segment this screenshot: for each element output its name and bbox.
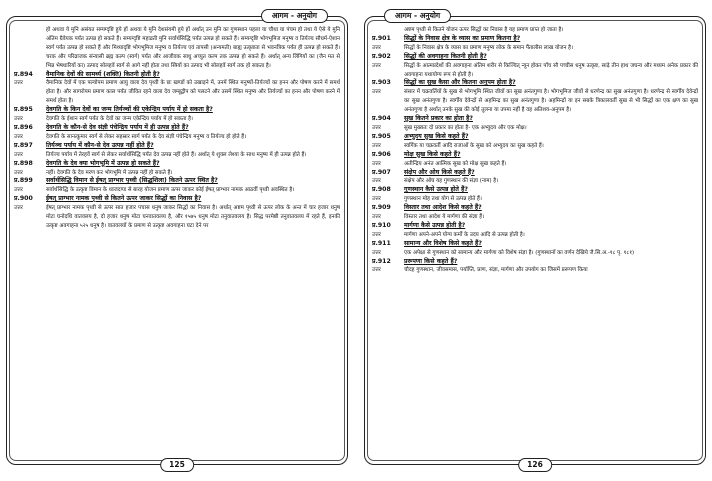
question-row	[372, 115, 698, 124]
answer-text: एक अपेक्षा से गुणस्थान को सामान्य और मार्गणा को विशेष संज्ञा है। (गुणस्थानों का वर्णन देखिये जै.सि.अ.-१८ पृ. १८१)	[404, 249, 635, 256]
answer-row	[14, 115, 340, 124]
answer-row	[372, 231, 698, 240]
answer-label: उत्तर	[14, 133, 23, 140]
page-number: 126	[518, 458, 552, 472]
answer-label: उत्तर	[372, 89, 381, 96]
question-text: ईषत् प्राग्भार नामक पृथ्वी से कितने ऊपर जाकर सिद्धों का निवास है?	[46, 195, 202, 203]
question-text: सर्वार्थसिद्धि विमान से ईषत् प्राग्भार पृथ्वी (सिद्धशिला) कितने ऊपर स्थित है?	[46, 177, 218, 185]
question-text: सिद्धों के निवास क्षेत्र के व्यास का प्रमाण कितना है?	[404, 34, 521, 42]
answer-label: उत्तर	[14, 205, 23, 212]
question-row	[14, 160, 340, 169]
question-number: प्र.901	[372, 34, 391, 42]
answer-text: स्वर्गिक या चक्रवर्ती आदि राजाओं के सुख को अभ्युदय का सुख कहते हैं।	[404, 142, 544, 149]
answer-row	[372, 177, 698, 186]
answer-row	[372, 62, 698, 80]
answer-label: उत्तर	[372, 62, 381, 69]
answer-row	[14, 151, 340, 160]
answer-text: देवगति के सानत्कुमार स्वर्ग से लेकर सहस्रार स्वर्ग पर्यंत के देव संज्ञी पंचेन्द्रिय मनुष्य व तिर्यञ्च हो होते हैं।	[46, 133, 247, 140]
question-text: देवगति के कौन-से देव संज्ञी पंचेन्द्रिय पर्याय में ही उत्पन्न होते हैं?	[46, 123, 189, 131]
question-text: तिर्यञ्च पर्याय में कौन-से देव उत्पन्न नहीं होते हैं?	[46, 141, 154, 149]
question-number: प्र.902	[372, 52, 391, 60]
intro-text: अष्टम पृथ्वी से कितने योजन ऊपर सिद्धों का निवास है यह प्रमाण प्राप्त हो जाता है।	[404, 27, 564, 33]
header-tag: आगम - अनुयोग	[261, 9, 328, 23]
question-row	[372, 53, 698, 62]
answer-label: उत्तर	[14, 116, 23, 123]
question-text: विस्तार तथा आदेश किसे कहते हैं?	[404, 204, 482, 212]
question-number: प्र.904	[372, 115, 391, 123]
question-text: सिद्धों की अवगाहना कितनी होती है?	[404, 52, 487, 60]
question-text: सिद्धों का सुख कैसा और कितना अनुपम होता है?	[404, 79, 516, 87]
question-row	[372, 240, 698, 249]
answer-label: उत्तर	[372, 142, 381, 149]
question-number: प्र.906	[372, 150, 391, 158]
answer-row	[372, 124, 698, 133]
answer-label: उत्तर	[372, 249, 381, 256]
question-row	[372, 35, 698, 44]
answer-row	[372, 249, 698, 258]
answer-row	[372, 88, 698, 115]
answer-label: उत्तर	[372, 267, 381, 274]
answer-text: चौदह गुणस्थान, जीवसमास, पर्याप्ति, प्राण, संज्ञा, मार्गणा और उपयोग का जिसमें प्ररूपण किया	[404, 267, 588, 274]
question-row	[14, 106, 340, 115]
question-text: संक्षेप और ओघ किसे कहते हैं?	[404, 168, 475, 176]
question-number: प्र.895	[14, 106, 33, 114]
answer-label: उत्तर	[372, 196, 381, 203]
question-text: वैमानिक देवों की सामर्थ्य (शक्ति) कितनी होती है?	[46, 70, 160, 78]
question-text: मार्गणा कैसे उत्पन्न होती है?	[404, 221, 466, 229]
question-row	[372, 151, 698, 160]
question-text: देवगति के किन देवों का जन्म तिर्यञ्चों की एकेन्द्रिय पर्याय में हो सकता है?	[46, 106, 213, 114]
question-text: अभ्युदय सुख किसे कहते हैं?	[404, 132, 469, 140]
answer-text: सुख मुख्यतः दो प्रकार का होता है- एक अभ्युदय और एक मोक्ष।	[404, 124, 527, 131]
answer-label: उत्तर	[14, 151, 23, 158]
question-number: प्र.907	[372, 168, 391, 176]
question-row	[14, 124, 340, 133]
question-text: देवगति के देव क्या भोगभूमि में उत्पन्न हो सकते हैं?	[46, 159, 160, 167]
answer-label: उत्तर	[14, 169, 23, 176]
answer-text: संक्षेप और ओघ यह गुणस्थान की संज्ञा (नाम) है।	[404, 178, 499, 185]
left-page	[4, 8, 350, 473]
answer-label: उत्तर	[372, 178, 381, 185]
answer-text: अतीन्द्रिय अनंत आत्मिक सुख को मोक्ष सुख कहते हैं।	[404, 160, 507, 167]
question-number: प्र.898	[14, 159, 33, 167]
page-number: 125	[160, 458, 194, 472]
question-row	[372, 133, 698, 142]
intro-text: हो अथवा ये मुनि असंयत सम्यग्दृष्टि हुये हों अथवा ये मुनि देशसंयमी हुये हों अर्थात् उन मुनि का गुणस्थान पहला या चौथा या पंचम हो तथा ये ऐसे ये मुनि अंतिम ग्रैवेयक पर्यंत उत्पन्न हो सकते हैं। सम्यग्दृष्टि महाव्रती मुनि सर्वार्थसिद्धि पर्यंत उत्पन्न हो सकते हैं। सम्यग्दृष्टि भोगभूमिज मनुष्य व तिर्यञ्च सौधर्म-ऐशान स्वर्ग पर्यंत उत्पन्न हो सकते हैं और मिथ्यादृष्टि भोगभूमिज मनुष्य व तिर्यञ्च एवं तापसी (अन्यमती) बाह्य उत्कृष्टता से भवनत्रिक पर्यंत ही उत्पन्न हो सकते हैं। चरक और परिव्राजक संन्यासी ब्रह्म कल्प (स्वर्ग) पर्यंत और आजीवक साधु अच्युत कल्प तक उत्पन्न हो सकते हैं। अर्थात् अन्य लिंगियों का (जैन मत से भिन्न भेषधारियों का) उत्पाद सोलहवें स्वर्ग से आगे नहीं होता तथा स्त्रियों का उत्पाद भी सोलहवें स्वर्ग तक हो सकता है।	[46, 27, 340, 69]
question-number: प्र.894	[14, 70, 33, 78]
answer-text: मार्गणा अपने-अपने योग्य कर्मों के उदय आदि से उत्पन्न होती है।	[404, 231, 525, 238]
answer-label: उत्तर	[372, 231, 381, 238]
question-number: प्र.908	[372, 186, 391, 194]
answer-row	[372, 142, 698, 151]
answer-row	[372, 160, 698, 169]
intro-paragraph	[14, 26, 340, 71]
answer-row	[372, 44, 698, 53]
right-page	[362, 8, 708, 473]
right-page-content	[372, 26, 698, 455]
answer-text: गुणस्थान मोह तथा योग से उत्पन्न होते हैं।	[404, 196, 482, 203]
qa-list	[14, 71, 340, 231]
answer-label: उत्तर	[372, 44, 381, 51]
answer-label: उत्तर	[14, 187, 23, 194]
intro-paragraph	[372, 26, 698, 35]
question-row	[14, 195, 340, 204]
answer-text: वैमानिक देवों में एक पल्योपम प्रमाण आयु वाला देव पृथ्वी के छः खण्डों को उखाड़ने में, उनमें स्थित मनुष्यों-तिर्यञ्चों का हनन और पोषण करने में समर्थ होता है। और सागरोपम प्रमाण काल पर्यंत जीवित रहने वाला देव जम्बूद्वीप को पलटने और उसमें स्थित मनुष्य और तिर्यञ्चों का हनन और पोषण करने में समर्थ होता है।	[46, 80, 340, 105]
question-text: प्ररूपणा किसे कहते हैं?	[404, 257, 458, 265]
question-row	[372, 169, 698, 178]
question-row	[14, 71, 340, 80]
question-number: प्र.903	[372, 79, 391, 87]
answer-text: ईषत् प्राग्भार नामक पृथ्वी से ऊपर सात हजार पचास धनुष जाकर सिद्धों का निवास है। अर्थात् अष्टम पृथ्वी से ऊपर लोक के अन्त में चार हजार धनुष मोटा घनोदधि वातवलय है, दो हजार धनुष मोटा घनवातवलय है, और १५७५ धनुष मोटा तनुवातवलय है। सिद्ध परमेष्ठी तनुवातवलय में रहते हैं, इनकी उत्कृष्ट अवगाहना ५२५ धनुष है। वातवलयों के प्रमाण से उत्कृष्ट अवगाहना घटा देने पर	[46, 205, 340, 229]
question-row	[372, 222, 698, 231]
answer-label: उत्तर	[372, 124, 381, 131]
question-number: प्र.905	[372, 132, 391, 140]
answer-text: सर्वार्थसिद्धि के उत्कृष्ट विमान के ध्वजदण्ड से बारह योजन प्रमाण ऊपर जाकर कोई ईषत् प्राग्भार नामक आठवीं पृथ्वी अवस्थित है।	[46, 187, 295, 194]
question-row	[372, 79, 698, 88]
answer-row	[372, 195, 698, 204]
answer-row	[14, 79, 340, 106]
answer-label: उत्तर	[14, 80, 23, 87]
question-number: प्र.911	[372, 239, 391, 247]
question-row	[372, 204, 698, 213]
question-row	[372, 186, 698, 195]
header-tag: आगम - अनुयोग	[384, 9, 451, 23]
answer-label: उत्तर	[372, 160, 381, 167]
qa-list	[372, 35, 698, 275]
question-row	[14, 177, 340, 186]
answer-text: नहीं। देवगति के देव मरण कर भोगभूमि में उत्पन्न नहीं हो सकते हैं।	[46, 169, 173, 176]
answer-text: सिद्धों के निवास क्षेत्र के व्यास का प्रमाण मनुष्य लोक के समान पैंतालीस लाख योजन है।	[404, 44, 574, 51]
question-number: प्र.896	[14, 123, 33, 131]
question-number: प्र.897	[14, 141, 33, 149]
answer-row	[14, 186, 340, 195]
question-number: प्र.899	[14, 177, 33, 185]
left-page-content	[14, 26, 340, 455]
question-text: गुणस्थान कैसे उत्पन्न होते हैं?	[404, 186, 468, 194]
answer-text: सिद्धों के आत्मप्रदेशों की अवगाहना अंतिम शरीर से किञ्चित् न्यून होकर पाँच सौ पच्चीस धनुष उत्कृष्ट, साढ़े तीन हाथ जघन्य और मध्यम अनेक प्रकार की अवगाहना यथायोग्य रूप से होती है।	[404, 62, 698, 78]
question-row	[14, 142, 340, 151]
question-number: प्र.909	[372, 204, 391, 212]
answer-text: विस्तार तथा आदेश ये मार्गणा की संज्ञा हैं।	[404, 214, 485, 221]
answer-text: तिर्यञ्च पर्याय में तेरहवें स्वर्ग से लेकर सर्वार्थसिद्धि पर्यंत देव उत्पन्न नहीं होते हैं। अर्थात् ये शुक्ल लेश्या के साथ मनुष्य में ही उत्पन्न होते हैं।	[46, 151, 307, 158]
question-text: सुख कितने प्रकार का होता है?	[404, 115, 473, 123]
question-number: प्र.912	[372, 257, 391, 265]
answer-row	[372, 213, 698, 222]
answer-row	[14, 133, 340, 142]
question-text: सामान्य और विशेष किसे कहते हैं?	[404, 239, 482, 247]
question-text: मोक्ष सुख किसे कहते हैं?	[404, 150, 461, 158]
answer-row	[14, 204, 340, 231]
question-number: प्र.910	[372, 221, 391, 229]
question-row	[372, 258, 698, 267]
question-number: प्र.900	[14, 195, 33, 203]
answer-text: संसार में चक्रवर्तियों के सुख से भोगभूमि स्थित जीवों का सुख अनंतगुणा है। भोगभूमिज जीवों से धरणेन्द्र का सुख अनंतगुणा है। धरणेन्द्र से स्वर्गीय देवेन्द्रों का सुख अनंतगुणा है। स्वर्गीय देवेन्द्रों से अहमिन्द्र का सुख अनंतगुणा है। अहमिन्द्रों या इन सबके त्रिकालवर्ती सुख से भी सिद्धों का एक क्षण का सुख अनंतगुणा है अर्थात् उनके सुख की कोई तुलना या उपमा नहीं है वह अतिशय-अनुपम है।	[404, 89, 698, 114]
answer-label: उत्तर	[372, 214, 381, 221]
answer-text: देवगति के ईशान स्वर्ग पर्यंत के देवों का जन्म एकेन्द्रिय पर्याय में हो सकता है।	[46, 116, 193, 123]
answer-row	[372, 266, 698, 275]
